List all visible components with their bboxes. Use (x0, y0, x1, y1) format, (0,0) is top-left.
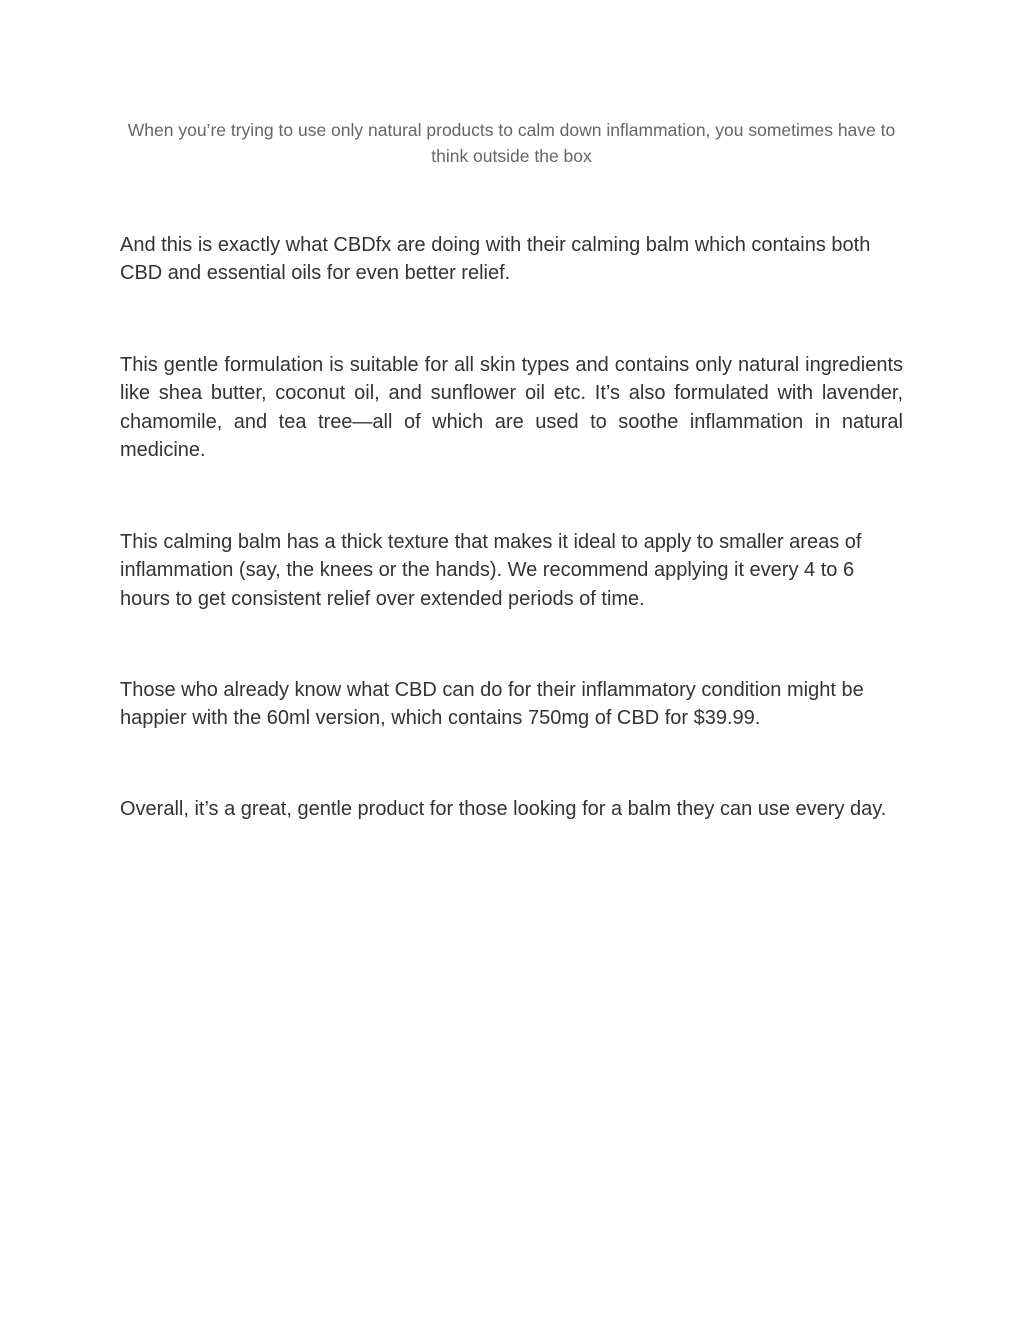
image-caption: When you’re trying to use only natural products to calm down inflammation, you sometimes have to think outside the box (127, 120, 896, 166)
paragraph-overall: Overall, it’s a great, gentle product for those looking for a balm they can use every day. (120, 798, 887, 820)
paragraph-texture-usage: This calming balm has a thick texture that makes it ideal to apply to smaller areas of inflammation (say, the knees or the hands). We recommend applying it every 4 to 6 hours to get consistent relief over extended periods of time. (120, 531, 862, 610)
paragraph-60ml-version: Those who already know what CBD can do for their inflammatory condition might be happier with the 60ml version, which contains 750mg of CBD for $39.99. (120, 679, 864, 730)
paragraph-cbdfx-intro: And this is exactly what CBDfx are doing with their calming balm which contains both CBD and essential oils for even better relief. (120, 234, 871, 285)
paragraph-formulation: This gentle formulation is suitable for all skin types and contains only natural ingredients like shea butter, coconut oil, and sunflower oil etc. It’s also formulated with lavender, chamomile, and tea tree—all of which are used to soothe inflammation in natural medicine. (120, 354, 903, 462)
